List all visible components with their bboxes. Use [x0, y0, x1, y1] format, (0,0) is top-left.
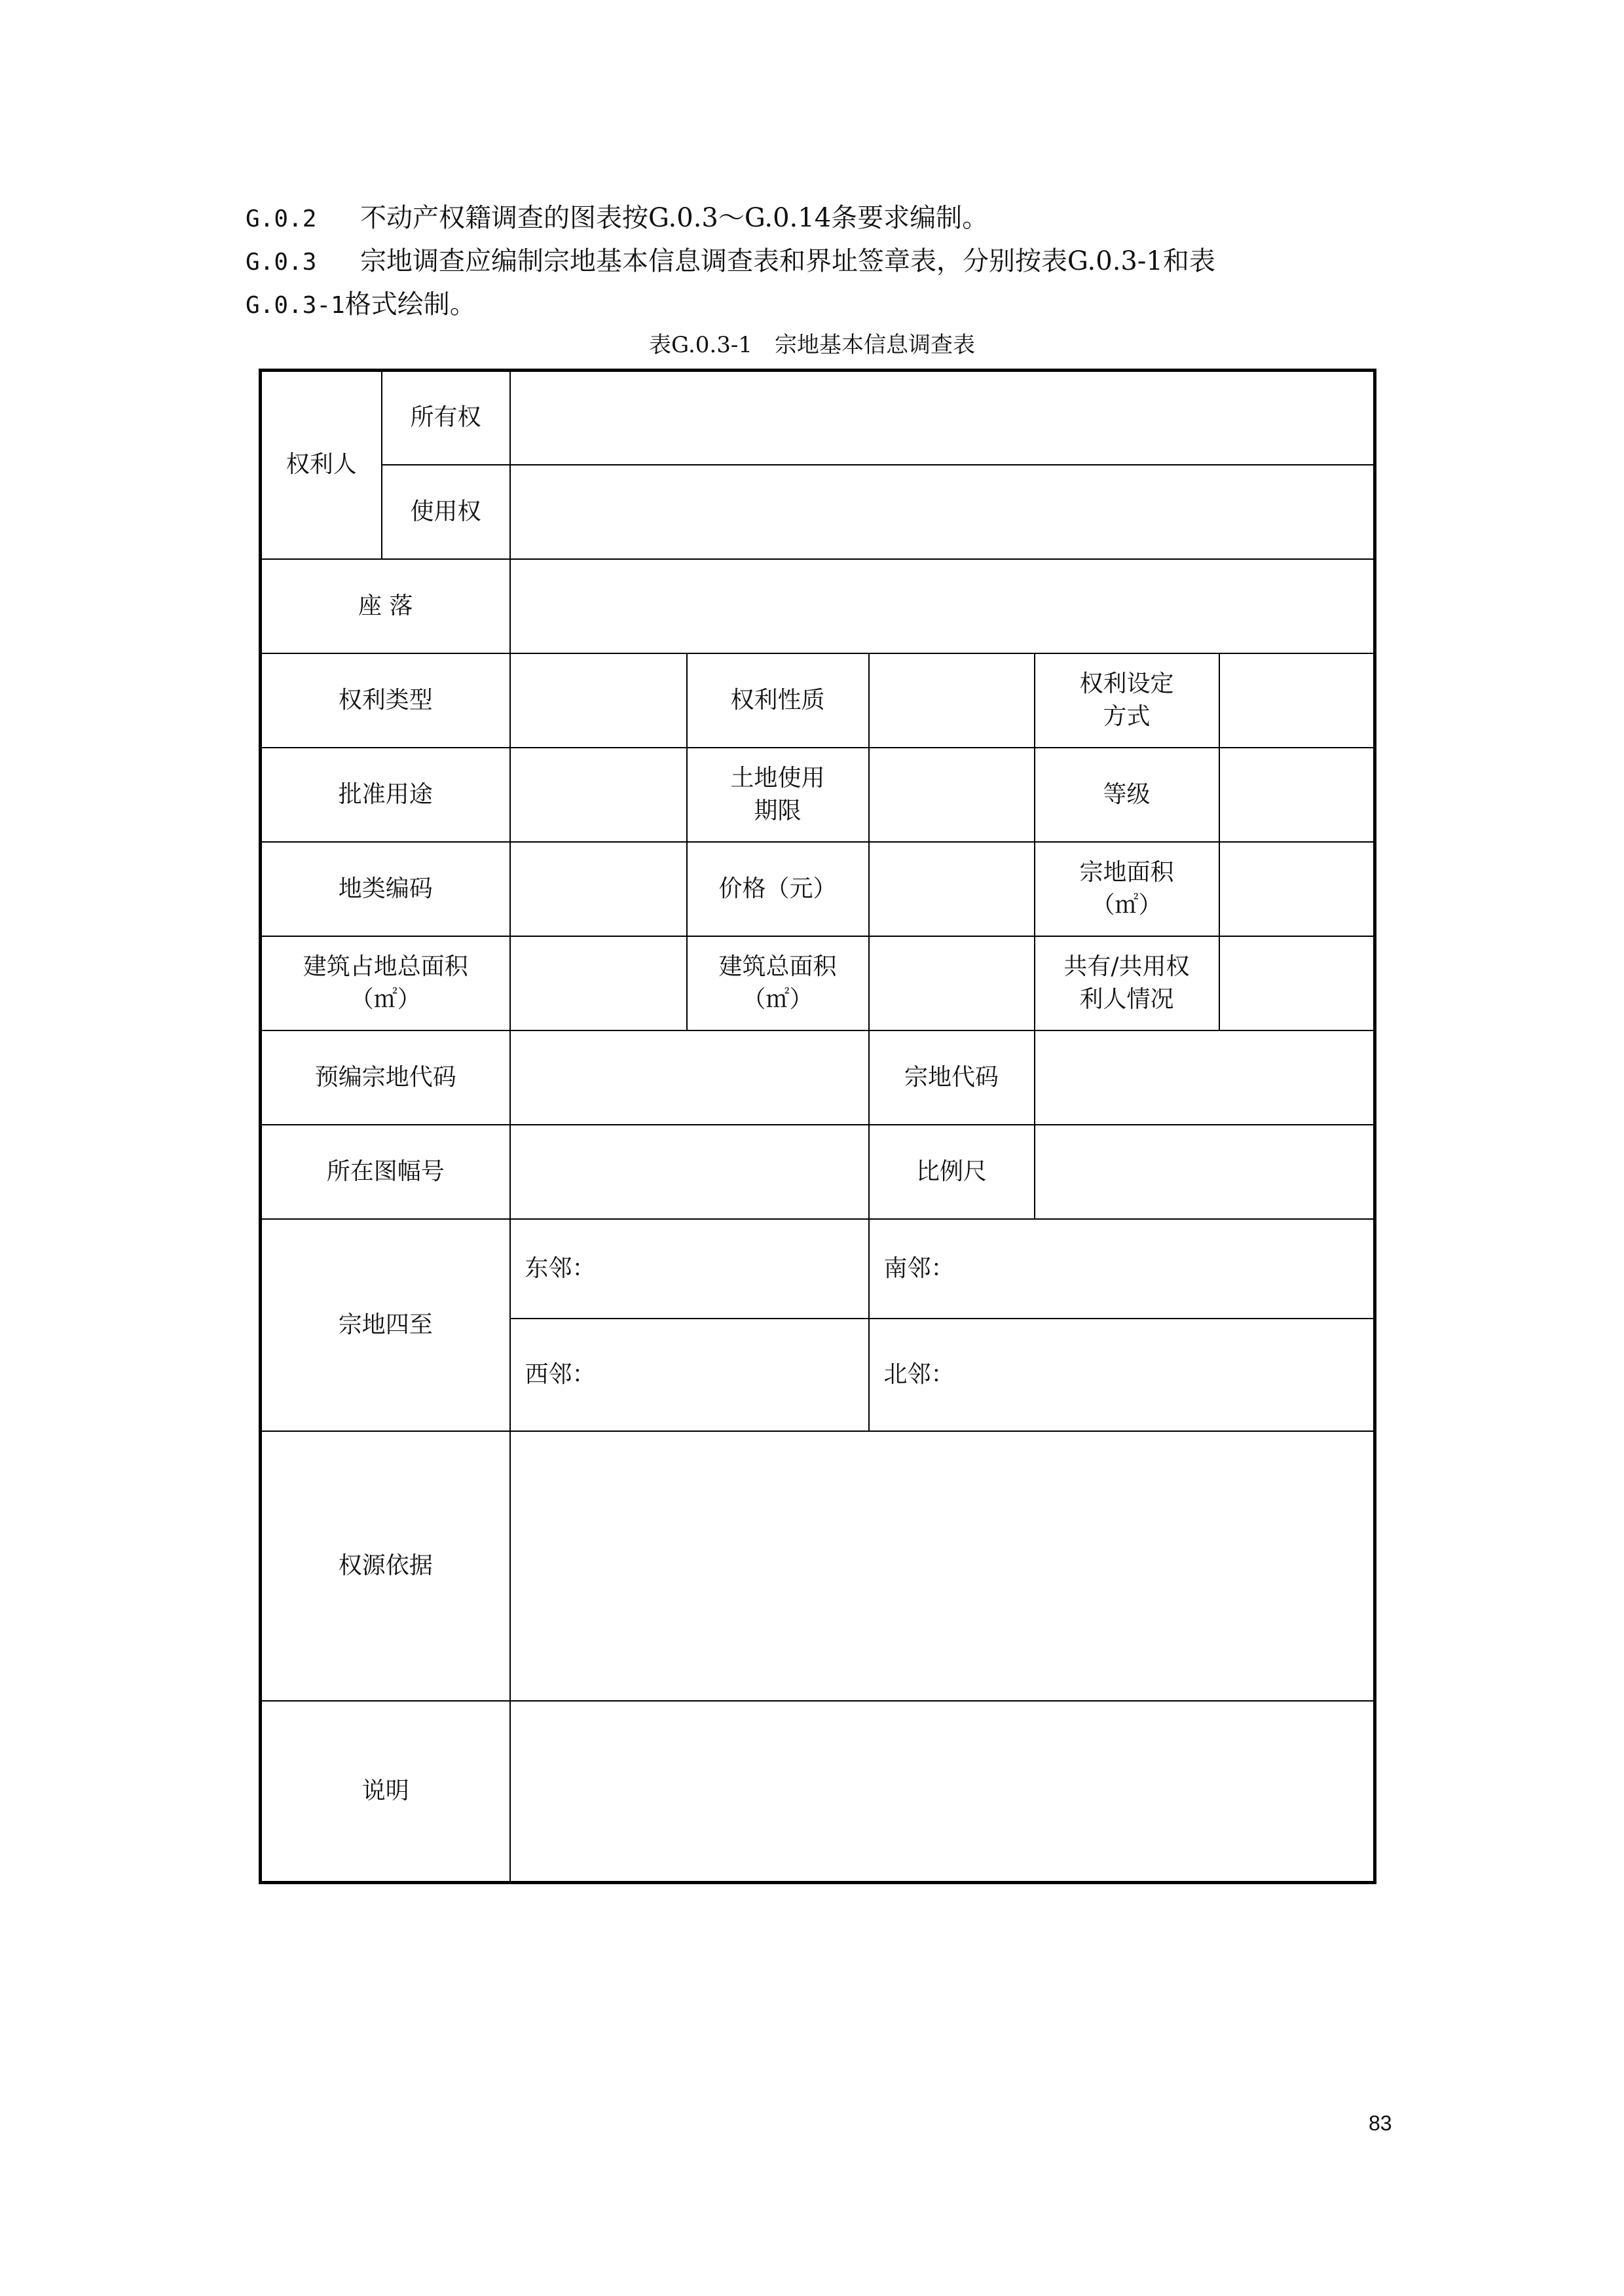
price-value-cell[interactable] [869, 842, 1035, 936]
south-neighbor-cell[interactable]: 南邻： [869, 1219, 1375, 1319]
scale-label: 比例尺 [869, 1125, 1035, 1219]
clause-text: 格式绘制。 [344, 289, 476, 319]
price-label: 价格（元） [687, 842, 869, 936]
clause-text: 不动产权籍调查的图表按G.0.3～G.0.14条要求编制。 [360, 203, 989, 233]
building-total-area-label: 建筑总面积 （㎡） [687, 936, 869, 1030]
right-nature-label: 权利性质 [687, 653, 869, 748]
north-neighbor-cell[interactable]: 北邻： [869, 1319, 1375, 1431]
ownership-label: 所有权 [382, 371, 510, 465]
parcel-area-value-cell[interactable] [1219, 842, 1375, 936]
ownership-value-cell[interactable] [510, 371, 1375, 465]
land-use-term-value-cell[interactable] [869, 748, 1035, 842]
scale-value-cell[interactable] [1035, 1125, 1375, 1219]
page-number: 83 [1369, 2111, 1392, 2135]
location-value-cell[interactable] [510, 559, 1375, 653]
paragraph-g03-continued [246, 284, 476, 326]
use-right-label: 使用权 [382, 465, 510, 559]
building-footprint-value-cell[interactable] [510, 936, 687, 1030]
grade-value-cell[interactable] [1219, 748, 1375, 842]
source-basis-value-cell[interactable] [510, 1431, 1375, 1701]
co-owners-value-cell[interactable] [1219, 936, 1375, 1030]
land-use-term-label: 土地使用 期限 [687, 748, 869, 842]
paragraph-g03 [246, 241, 1215, 283]
use-right-value-cell[interactable] [510, 465, 1375, 559]
building-total-area-value-cell[interactable] [869, 936, 1035, 1030]
right-holder-label: 权利人 [261, 371, 382, 559]
pre-parcel-code-value-cell[interactable] [510, 1030, 869, 1125]
notes-label: 说明 [261, 1701, 510, 1883]
land-class-code-label: 地类编码 [261, 842, 510, 936]
table-reference: G.0.3-1 [246, 292, 345, 319]
land-class-code-value-cell[interactable] [510, 842, 687, 936]
location-label: 座 落 [261, 559, 510, 653]
clause-number: G.0.3 [246, 249, 317, 276]
right-type-label: 权利类型 [261, 653, 510, 748]
right-type-value-cell[interactable] [510, 653, 687, 748]
clause-text: 宗地调查应编制宗地基本信息调查表和界址签章表，分别按表G.0.3-1和表 [360, 246, 1215, 276]
west-neighbor-cell[interactable]: 西邻： [510, 1319, 869, 1431]
east-neighbor-cell[interactable]: 东邻： [510, 1219, 869, 1319]
map-sheet-no-label: 所在图幅号 [261, 1125, 510, 1219]
source-basis-label: 权源依据 [261, 1431, 510, 1701]
right-setup-label: 权利设定 方式 [1035, 653, 1219, 748]
approved-use-label: 批准用途 [261, 748, 510, 842]
right-setup-value-cell[interactable] [1219, 653, 1375, 748]
parcel-code-label: 宗地代码 [869, 1030, 1035, 1125]
table-caption: 表G.0.3-1 宗地基本信息调查表 [649, 332, 975, 358]
map-sheet-no-value-cell[interactable] [510, 1125, 869, 1219]
grade-label: 等级 [1035, 748, 1219, 842]
building-footprint-label: 建筑占地总面积 （㎡） [261, 936, 510, 1030]
pre-parcel-code-label: 预编宗地代码 [261, 1030, 510, 1125]
parcel-code-value-cell[interactable] [1035, 1030, 1375, 1125]
approved-use-value-cell[interactable] [510, 748, 687, 842]
boundaries-label: 宗地四至 [261, 1219, 510, 1431]
parcel-basic-info-table [259, 369, 1376, 1884]
right-nature-value-cell[interactable] [869, 653, 1035, 748]
paragraph-g02 [246, 198, 988, 240]
co-owners-label: 共有/共用权 利人情况 [1035, 936, 1219, 1030]
parcel-area-label: 宗地面积 （㎡） [1035, 842, 1219, 936]
clause-number: G.0.2 [246, 206, 317, 232]
notes-value-cell[interactable] [510, 1701, 1375, 1883]
